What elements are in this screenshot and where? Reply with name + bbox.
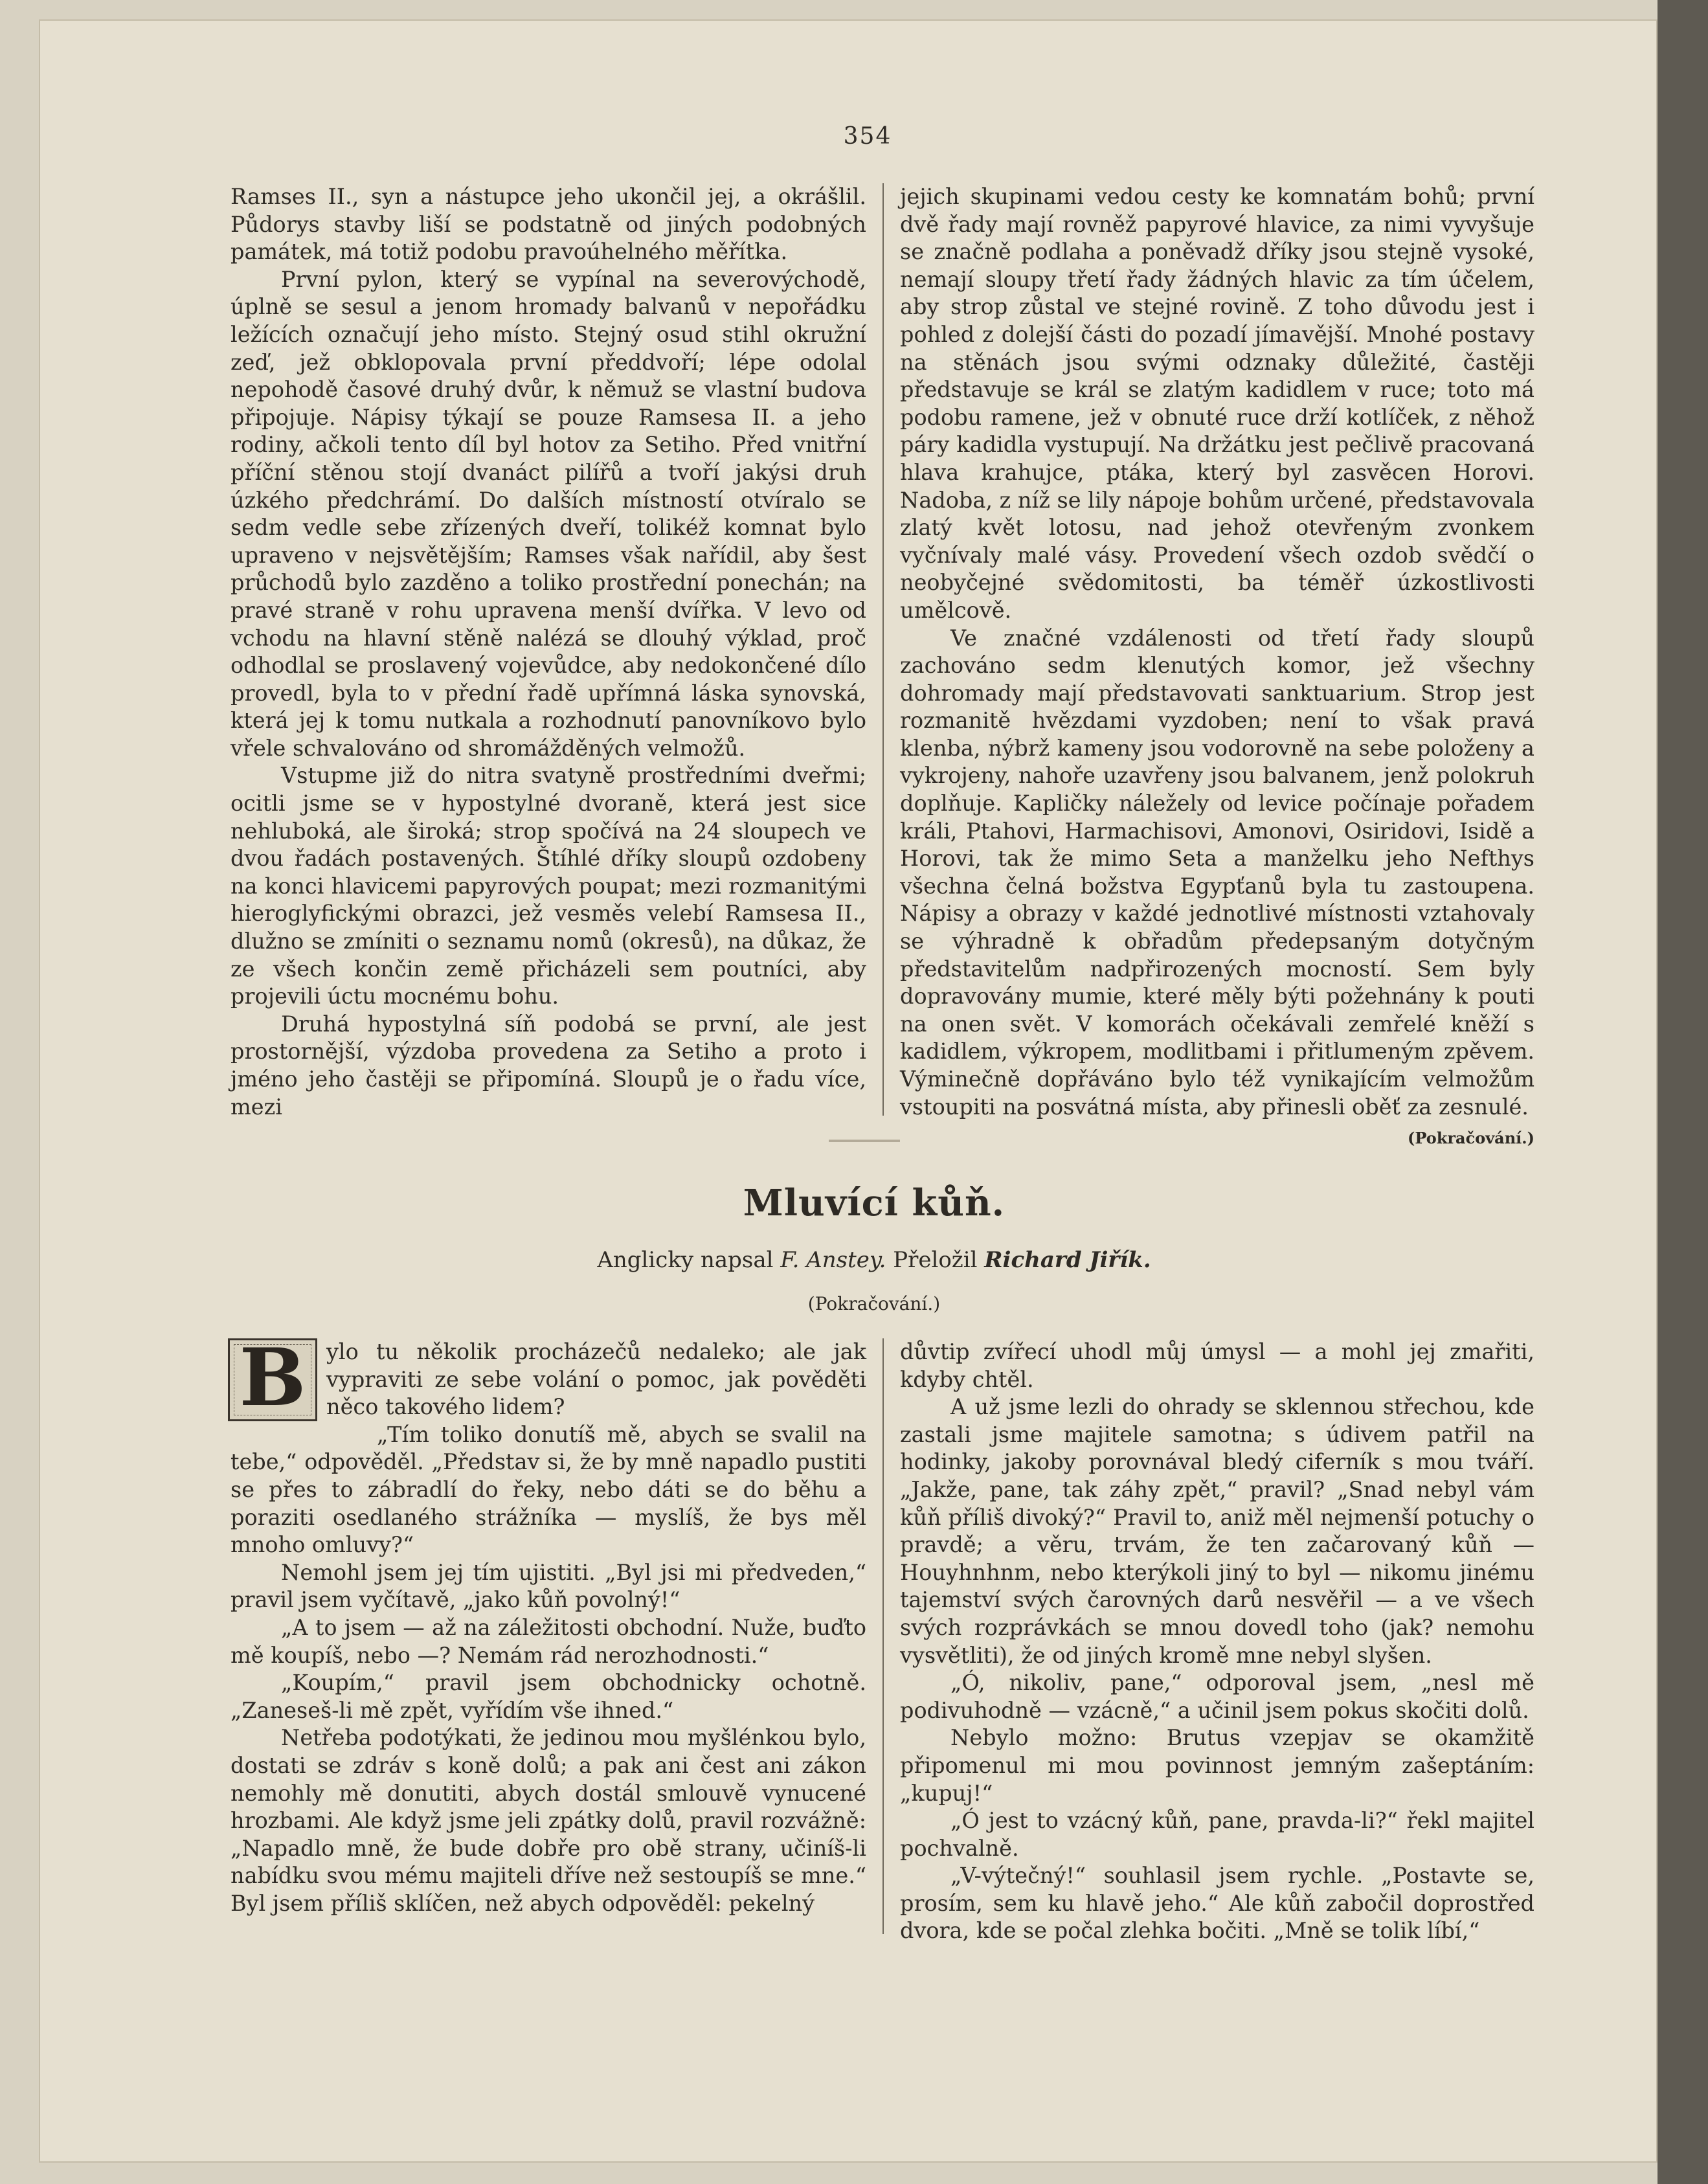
byline-prefix: Anglicky napsal [597,1247,774,1273]
byline-mid: Přeložil [893,1247,978,1273]
drop-cap-letter: B [239,1331,306,1424]
article2-left-column [230,1331,866,1917]
author-name: F. Anstey. [780,1247,886,1273]
paragraph: „Koupím,“ pravil jsem obchodnicky ochotně. „Zaneseš-li mě zpět, vyřídím vše ihned.“ [230,1670,866,1723]
paragraph: Nebylo možno: Brutus vzepjav se okamžitě připomenul mi mou povinnost jemným zašeptáním: „kupuj!“ [900,1725,1534,1806]
continuation-label: (Pokračování.) [807,1293,941,1314]
article-title: Mluvící kůň. [743,1182,1006,1224]
paragraph: „Ó, nikoliv, pane,“ odporoval jsem, „nesl mě podivuhodně — vzácně,“ a učinil jsem pokus skočiti dolů. [900,1670,1534,1723]
paragraph: Ramses II., syn a nástupce jeho ukončil jej, a okrášlil. Půdorys stavby liší se podstatně od jiných podobných památek, má totiž podobu pravoúhelného měřítka. [230,184,866,265]
article1-left-column [230,183,866,1121]
paragraph-text: ylo tu několik procházečů nedaleko; ale jak vypraviti ze sebe volání o pomoc, jak pověděti něco takového lidem? [326,1339,866,1420]
paragraph: První pylon, který se vypínal na severovýchodě, úplně se sesul a jenom hromady balvanů v nepořádku ležících označují jeho místo. Stejný osud stihl okružní zeď, jež obklopovala první předdvoří; lépe odolal nepohodě časové druhý dvůr, k němuž se vlastní budova připojuje. Nápisy týkají se pouze Ramsesa II. a jeho rodiny, ačkoli tento díl byl hotov za Setiho. Před vnitřní příční stěnou stojí dvanáct pilířů a tvoří jakýsi druh úzkého předchrámí. Do dalších místností otvíralo se sedm vedle sebe zřízených dveří, tolikéž komnat bylo upraveno v nejsvětějším; Ramses však nařídil, aby šest průchodů bylo zazděno a toliko prostřední ponechán; na pravé straně v rohu upravena menší dvířka. V levo od vchodu na hlavní stěně nalézá se dlouhý výklad, proč odhodlal se proslavený vojevůdce, aby nedokončené dílo provedl, byla to v přední řadě upřímná láska synovská, která jej k tomu nutkala a rozhodnutí panovníkovo bylo vřele schvalováno od shromážděných velmožů. [230,266,866,761]
article-byline [453,1247,1295,1273]
translator-name: Richard Jiřík. [984,1247,1151,1273]
paragraph [230,1331,866,1424]
paragraph: Vstupme již do nitra svatyně prostředními dveřmi; ocitli jsme se v hypostylné dvoraně, která jest sice nehluboká, ale široká; strop spočívá na 24 sloupech ve dvou řadách postavených. Štíhlé dříky sloupů ozdobeny na konci hlavicemi papyrových poupat; mezi rozmanitými hieroglyfickými obrazci, jež vesměs velebí Ramsesa II., dlužno se zmíniti o seznamu nomů (okresů), na důkaz, že ze všech končin země přicházeli sem poutníci, aby projevili úctu mocnému bohu. [230,763,866,1009]
paragraph: důvtip zvířecí uhodl můj úmysl — a mohl jej zmařiti, kdyby chtěl. [900,1339,1534,1392]
paragraph: „A to jsem — až na záležitosti obchodní. Nuže, buďto mě koupíš, nebo —? Nemám rád nerozhodnosti.“ [230,1614,866,1668]
article1-right-column [900,183,1534,1153]
paragraph: A už jsme lezli do ohrady se sklennou střechou, kde zastali jsme majitele samotna; s údivem patřil na hodinky, jakoby porovnával bledý ciferník s mou tváří. „Jakže, pane, tak záhy zpět,“ pravil? „Snad nebyl vám kůň příliš divoký?“ Pravil to, aniž měl nejmenší potuchy o pravdě; a věru, trvám, že ten začarovaný kůň — Houyhnhnm, nebo kterýkoli jiný to byl — nikomu jinému tajemství svých čarovných darů nesvěřil — a ve všech svých rozprávkách se mnou dovedl toho (jak? nemohu vysvětliti), že od jiných kromě mne nebyl slyšen. [900,1394,1534,1668]
column-divider [882,1338,884,1934]
continued-note: (Pokračování.) [1408,1129,1534,1148]
drop-cap [228,1331,317,1424]
paragraph: Druhá hypostylná síň podobá se první, ale jest prostornější, výzdoba provedena za Setiho a proto i jméno jeho častěji se připomíná. Sloupů je o řadu více, mezi [230,1011,866,1120]
paragraph: jejich skupinami vedou cesty ke komnatám bohů; první dvě řady mají rovněž papyrové hlavice, za nimi vyvyšuje se značně podlaha a poněvadž dříky jsou stejně vysoké, nemají sloupy třetí řady žádných hlavic za tím účelem, aby strop zůstal ve stejné rovině. Z toho důvodu jest i pohled z dolejší části do pozadí jímavější. Mnohé postavy na stěnách jsou svými odznaky důležité, častěji představuje se král se zlatým kadidlem v ruce; toto má podobu ramene, jež v obnuté ruce drží kotlíček, z něhož páry kadidla vystupují. Na držátku jest pečlivě pracovaná hlava krahujce, ptáka, který byl zasvěcen Horovi. Nadoba, z níž se lily nápoje bohům určené, představovala zlatý květ lotosu, nad jehož otevřeným zvonkem vyčnívaly malé vásy. Provedení všech ozdob svědčí o neobyčejné svědomitosti, ba téměř úzkostlivosti umělcově. [900,184,1534,623]
paragraph [900,625,1534,1148]
paragraph: Netřeba podotýkati, že jedinou mou myšlénkou bylo, dostati se zdráv s koně dolů; a pak ani čest ani zákon nemohly mě donutiti, abych dostál smlouvě vynucené hrozbami. Ale když jsme jeli zpátky dolů, pravil rozvážně: „Napadlo mně, že bude dobře pro obě strany, učiníš-li nabídku svou mému majiteli dříve než sestoupíš se mne.“ Byl jsem příliš sklíčen, než abych odpověděl: pekelný [230,1725,866,1916]
paragraph: „Ó jest to vzácný kůň, pane, pravda-li?“ řekl majitel pochvalně. [900,1808,1534,1861]
paragraph: „V-výtečný!“ souhlasil jsem rychle. „Postavte se, prosím, sem ku hlavě jeho.“ Ale kůň zabočil doprostřed dvora, kde se počal zlehka bočiti. „Mně se tolik líbí,“ [900,1863,1534,1944]
column-divider [882,183,884,1116]
paragraph-text: Ve značné vzdálenosti od třetí řady sloupů zachováno sedm klenutých komor, jež všechny dohromady mají představovati sanktuarium. Strop jest rozmanitě hvězdami vyzdoben; není to však pravá klenba, nýbrž kameny jsou vodorovně na sebe položeny a vykrojeny, nahoře uzavřeny jsou balvanem, jenž polokruh doplňuje. Kapličky náležely od levice počínaje pořadem králi, Ptahovi, Harmachisovi, Amonovi, Osiridovi, Isidě a Horovi, tak že mimo Seta a manželku jeho Nefthys všechna čelná božstva Egypťanů byla tu zastoupena. Nápisy a obrazy v každé jednotlivé místnosti vztahovaly se výhradně k obřadům předepsaným dotyčným představitelům nadpřirozených mocností. Sem byly dopravovány mumie, které měly býti požehnány k pouti na onen svět. V komorách očekávali zemřelé kněží s kadidlem, výkropem, modlitbami i přitlumeným zpěvem. Výminečně dopřáváno bylo též vynikajícím velmožům vstoupiti na posvátná místa, aby přinesli oběť za zesnulé. [900,625,1534,1120]
page-edge [1657,0,1708,2184]
paragraph: „Tím toliko donutíš mě, abych se svalil na tebe,“ odpověděl. „Představ si, že by mně napadlo pustiti se přes to zábradlí do řeky, nebo dáti se do běhu a poraziti osedlaného strážníka — myslíš, že bys měl mnoho omluvy?“ [230,1421,866,1558]
paragraph: Nemohl jsem jej tím ujistiti. „Byl jsi mi předveden,“ pravil jsem vyčítavě, „jako kůň povolný!“ [230,1559,866,1613]
article2-right-column [900,1338,1534,1945]
section-ornament [829,1140,900,1142]
page-number: 354 [843,123,892,150]
